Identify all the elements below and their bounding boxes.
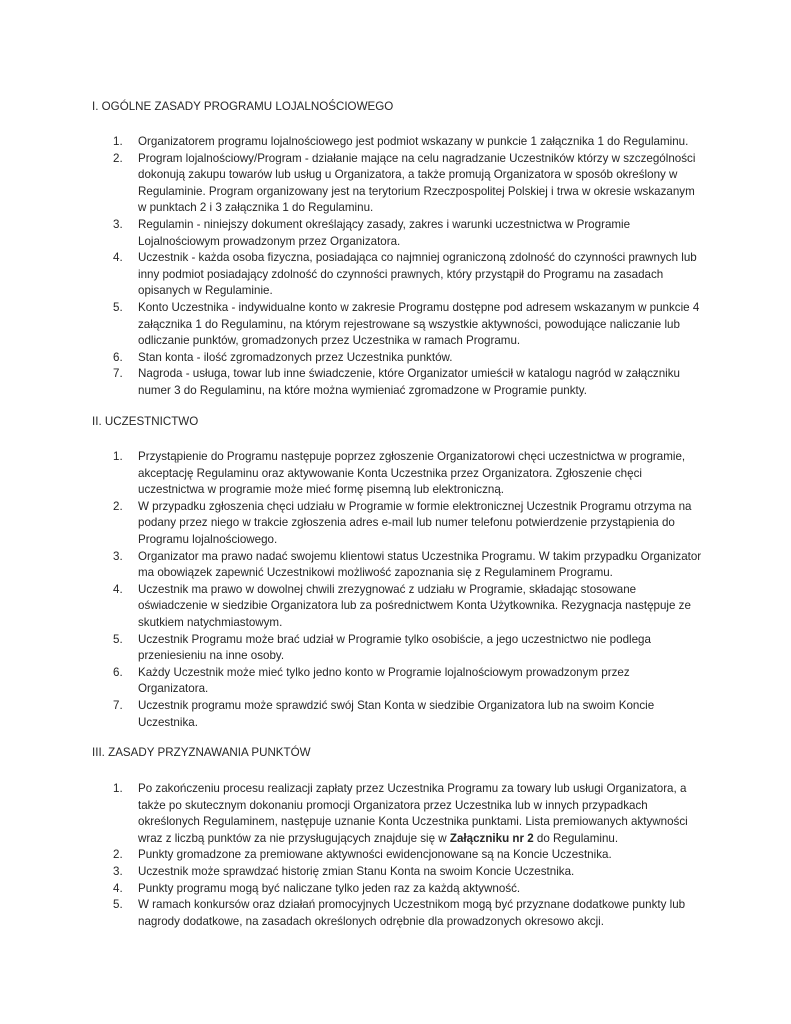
list-item bbox=[0, 250, 702, 300]
item-number: 5. bbox=[113, 898, 123, 912]
list-item bbox=[0, 847, 702, 864]
item-text: Punkty programu mogą być naliczane tylko jeden raz za każdą aktywność. bbox=[138, 881, 521, 895]
section-heading: III. ZASADY PRZYZNAWANIA PUNKTÓW bbox=[92, 746, 311, 759]
item-number: 2. bbox=[113, 151, 123, 165]
list-item bbox=[0, 582, 702, 632]
item-text-part: do Regulaminu. bbox=[533, 831, 619, 845]
list-item bbox=[0, 897, 702, 930]
item-text bbox=[138, 781, 702, 847]
list-item bbox=[0, 499, 702, 549]
list-item bbox=[0, 134, 702, 151]
section-heading: I. OGÓLNE ZASADY PROGRAMU LOJALNOŚCIOWEGO bbox=[92, 100, 394, 113]
item-number: 4. bbox=[113, 582, 123, 596]
item-text: Stan konta - ilość zgromadzonych przez Uczestnika punktów. bbox=[138, 350, 453, 364]
numbered-list bbox=[0, 449, 791, 731]
item-text: Konto Uczestnika - indywidualne konto w zakresie Programu dostępne pod adresem wskazanym w punkcie 4 załącznika 1 do Regulaminu, na którym rejestrowane są wszystkie aktywności, powodujące naliczanie lub odliczanie punktów, gromadzonych przez Uczestnika w ramach Programu. bbox=[138, 300, 700, 348]
item-number: 4. bbox=[113, 251, 123, 265]
item-text: Regulamin - niniejszy dokument określający zasady, zakres i warunki uczestnictwa w Programie Lojalnościowym prowadzonym przez Organizatora. bbox=[138, 217, 631, 248]
item-number: 3. bbox=[113, 217, 123, 231]
item-number: 7. bbox=[113, 367, 123, 381]
list-item bbox=[0, 698, 702, 731]
numbered-list bbox=[0, 781, 791, 930]
section-heading: II. UCZESTNICTWO bbox=[92, 415, 199, 428]
item-text: Organizator ma prawo nadać swojemu klientowi status Uczestnika Programu. W takim przypadku Organizator ma obowiązek zapewnić Uczestnikowi możliwość zapoznania się z Regulaminem Programu. bbox=[138, 549, 702, 580]
item-number: 7. bbox=[113, 698, 123, 712]
list-item bbox=[0, 632, 702, 665]
item-number: 4. bbox=[113, 881, 123, 895]
item-number: 5. bbox=[113, 632, 123, 646]
item-number: 6. bbox=[113, 350, 123, 364]
item-number: 3. bbox=[113, 549, 123, 563]
list-item bbox=[0, 665, 702, 698]
list-item bbox=[0, 864, 702, 881]
list-item bbox=[0, 449, 702, 499]
list-item bbox=[0, 350, 702, 367]
item-text: Przystąpienie do Programu następuje poprzez zgłoszenie Organizatorowi chęci uczestnictwa w programie, akceptację Regulaminu oraz aktywowanie Konta Uczestnika przez Organizatora. Zgłoszenie chęci uczestnictwa w programie może mieć formę pisemną lub elektroniczną. bbox=[138, 450, 686, 497]
list-item bbox=[0, 217, 702, 250]
item-text: Uczestnik programu może sprawdzić swój Stan Konta w siedzibie Organizatora lub na swoim Koncie Uczestnika. bbox=[138, 698, 655, 729]
item-text: Punkty gromadzone za premiowane aktywności ewidencjonowane są na Koncie Uczestnika. bbox=[138, 848, 612, 862]
list-item bbox=[0, 300, 702, 350]
item-number: 1. bbox=[113, 135, 123, 148]
list-item bbox=[0, 881, 702, 898]
item-text: Program lojalnościowy/Program - działanie mające na celu nagradzanie Uczestników którzy w szczególności dokonują zakupu towarów lub usług u Organizatora, a także promują Organizatora w sposób określony w Regulaminie. Program organizowany jest na terytorium Rzeczpospolitej Polskiej i trwa w okresie wskazanym w punktach 2 i 3 załącznika 1 do Regulaminu. bbox=[138, 151, 696, 215]
list-item bbox=[0, 781, 702, 847]
item-text: W przypadku zgłoszenia chęci udziału w Programie w formie elektronicznej Uczestnik Programu otrzyma na podany przez niego w trakcie zgłoszenia adres e-mail lub numer telefonu potwierdzenie przystąpienia do Programu lojalnościowego. bbox=[138, 499, 692, 546]
list-item bbox=[0, 151, 702, 217]
item-text: Organizatorem programu lojalnościowego jest podmiot wskazany w punkcie 1 załącznika 1 do Regulaminu. bbox=[138, 135, 689, 148]
item-number: 1. bbox=[113, 782, 123, 795]
item-text: Uczestnik Programu może brać udział w Programie tylko osobiście, a jego uczestnictwo nie podlega przeniesieniu na inne osoby. bbox=[138, 632, 651, 663]
item-text: Uczestnik - każda osoba fizyczna, posiadająca co najmniej ograniczoną zdolność do czynności prawnych lub inny podmiot posiadający zdolność do czynności prawnych, który przystąpił do Programu na zasadach opisanych w Regulaminie. bbox=[138, 251, 697, 298]
list-item bbox=[0, 549, 702, 582]
item-text: Nagroda - usługa, towar lub inne świadczenie, które Organizator umieścił w katalogu nagród w załączniku numer 3 do Regulaminu, na które można wymieniać zgromadzone w Programie punkty. bbox=[138, 367, 680, 397]
item-text: Uczestnik ma prawo w dowolnej chwili zrezygnować z udziału w Programie, składając stosowane oświadczenie w siedzibie Organizatora lub za pośrednictwem Konta Użytkownika. Rezygnacja następuje ze skutkiem natychmiastowym. bbox=[138, 582, 691, 629]
item-number: 1. bbox=[113, 450, 123, 463]
item-number: 2. bbox=[113, 499, 123, 513]
item-number: 2. bbox=[113, 848, 123, 862]
attachment-reference: Załączniku nr 2 bbox=[449, 831, 534, 845]
item-number: 5. bbox=[113, 300, 123, 314]
item-number: 3. bbox=[113, 864, 123, 878]
item-number: 6. bbox=[113, 665, 123, 679]
item-text-part: Po zakończeniu procesu realizacji zapłaty przez Uczestnika Programu za towary lub usługi Organizatora, a także po skutecznym dokonaniu promocji Organizatora przez Uczestnika lub w innych przypadkach określonych Regulaminem, następuje uznanie Konta Uczestnika punktami. Lista premiowanych aktywności wraz z liczbą punktów za nie przysługujących znajduje się w bbox=[138, 782, 688, 845]
list-item bbox=[0, 366, 702, 399]
item-text: Uczestnik może sprawdzać historię zmian Stanu Konta na swoim Koncie Uczestnika. bbox=[138, 864, 575, 878]
numbered-list bbox=[0, 134, 791, 400]
item-text: Każdy Uczestnik może mieć tylko jedno konto w Programie lojalnościowym prowadzonym przez Organizatora. bbox=[138, 665, 630, 696]
item-text: W ramach konkursów oraz działań promocyjnych Uczestnikom mogą być przyznane dodatkowe punkty lub nagrody dodatkowe, na zasadach określonych odrębnie dla prowadzonych okresowo akcji. bbox=[138, 898, 686, 928]
